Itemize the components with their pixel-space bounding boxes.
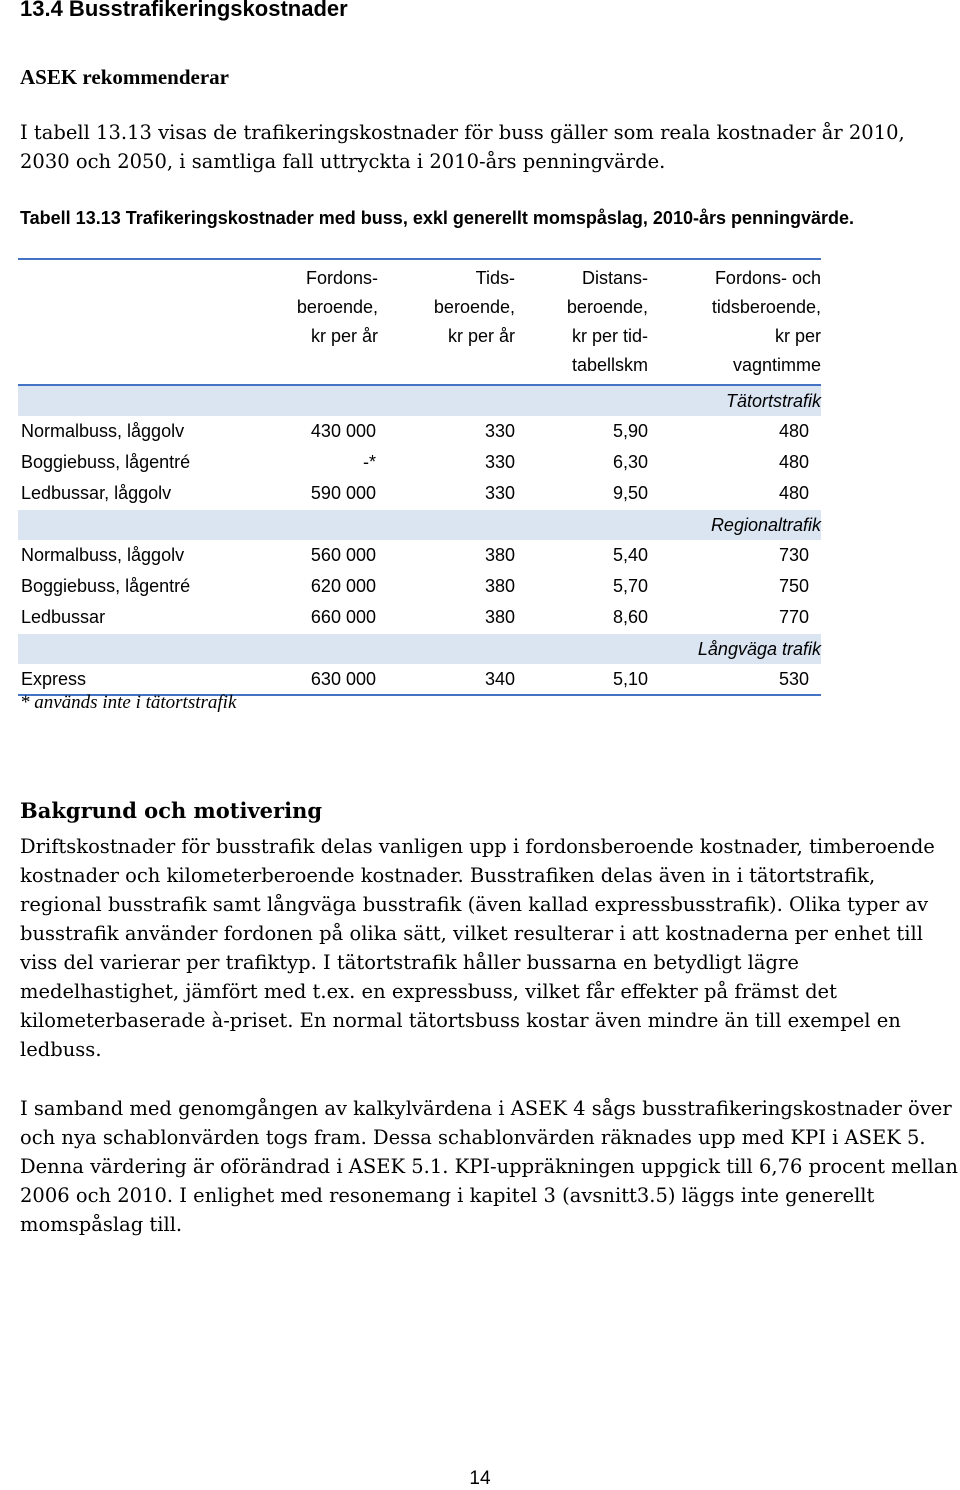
cell-vehicle-cost: -* [363,452,376,472]
cell-distance-cost: 5,40 [612,545,648,565]
cell-distance-cost: 6,30 [612,452,648,472]
header-line: beroende, [296,297,378,317]
cell-distance-cost: 5,70 [612,576,648,596]
header-vehicle-dependent [278,259,378,385]
group-label: Tätortstrafik [18,385,821,416]
cell-time-cost: 380 [484,545,515,565]
header-line: beroende, [566,297,648,317]
cell-hourly-cost: 480 [778,452,809,472]
page-number: 14 [469,1468,491,1489]
cell-distance-cost: 5,90 [612,421,648,441]
background-heading: Bakgrund och motivering [20,798,323,823]
asek-recommendation-heading: ASEK rekommenderar [20,65,230,89]
table-header [18,259,821,385]
header-time-dependent [378,259,515,385]
intro-paragraph: I tabell 13.13 visas de trafikeringskostnader för buss gäller som reala kostnader år 2010, 2030 och 2050, i samtliga fall uttryckta i 2010-års penningvärde. [20,121,905,173]
header-line: beroende, [433,297,515,317]
cell-vehicle-cost: 630 000 [310,668,376,689]
section-heading: 13.4 Busstrafikeringskostnader [20,0,348,21]
header-line: Fordons- och [714,268,821,288]
table-row [18,416,821,447]
header-line: tidsberoende, [711,297,821,317]
row-label: Boggiebuss, lågentré [21,452,191,472]
header-empty-cell [18,259,278,385]
group-row-regional [18,509,821,540]
group-label: Långväga trafik [18,633,821,664]
cell-time-cost: 380 [484,606,515,627]
header-line: vagntimme [732,355,821,375]
header-line: Distans- [581,268,648,288]
header-line: tabellskm [571,355,648,375]
table-body [18,385,821,695]
group-row-long-distance [18,633,821,664]
table-caption: Tabell 13.13 Trafikeringskostnader med buss, exkl generellt momspåslag, 2010-års penningvärde. [20,208,855,228]
group-label: Regionaltrafik [18,509,821,540]
header-line: Tids- [475,268,515,288]
cost-table [18,258,821,696]
cell-time-cost: 330 [484,452,515,472]
cell-hourly-cost: 530 [778,668,809,689]
table-row [18,602,821,633]
table-row [18,664,821,695]
header-line: kr per [774,326,821,346]
cell-hourly-cost: 730 [778,545,809,565]
group-row-urban [18,385,821,416]
cell-vehicle-cost: 590 000 [310,482,376,503]
header-row [18,259,821,385]
cell-distance-cost: 9,50 [612,482,648,503]
header-line: kr per år [447,326,515,346]
table-row [18,478,821,509]
table-footnote: * används inte i tätortstrafik [20,692,237,713]
header-line: kr per tid- [571,326,648,346]
header-distance-dependent [515,259,648,385]
cell-vehicle-cost: 560 000 [310,545,376,565]
cell-time-cost: 330 [484,482,515,503]
cell-time-cost: 380 [484,576,515,596]
cell-vehicle-cost: 620 000 [310,576,376,596]
cell-distance-cost: 5,10 [612,668,648,689]
cell-hourly-cost: 480 [778,421,809,441]
row-label: Ledbussar [21,606,106,627]
background-paragraph-1: Driftskostnader för busstrafik delas vanligen upp i fordonsberoende kostnader, timberoende kostnader och kilometerberoende kostnader. Busstrafiken delas även in i tätortstrafik, regional busstrafik samt långväga busstrafik (även kallad expressbusstrafik). Olika typer av busstrafik använder fordonen på olika sätt, vilket resulterar i att kostnaderna per enhet till viss del varierar per trafiktyp. I tätortstrafik håller bussarna en betydligt lägre medelhastighet, jämfört med t.ex. en expressbuss, vilket får effekter på främst det kilometerbaserade à-priset. En normal tätortsbuss kostar även mindre än till exempel en ledbuss. [20,835,935,1061]
row-label: Express [21,668,87,689]
cell-hourly-cost: 480 [778,482,809,503]
cell-vehicle-cost: 660 000 [310,606,376,627]
cell-distance-cost: 8,60 [612,606,648,627]
table-row [18,447,821,478]
cell-time-cost: 340 [484,668,515,689]
cell-hourly-cost: 770 [778,606,809,627]
table-row [18,571,821,602]
header-line: Fordons- [305,268,378,288]
row-label: Normalbuss, låggolv [21,545,185,565]
background-paragraph-2: I samband med genomgången av kalkylvärdena i ASEK 4 sågs busstrafikeringskostnader över och nya schablonvärden togs fram. Dessa schablonvärden räknades upp med KPI i ASEK 5. Denna värdering är oförändrad i ASEK 5.1. KPI-uppräkningen uppgick till 6,76 procent mellan 2006 och 2010. I enlighet med resonemang i kapitel 3 (avsnitt3.5) läggs inte generellt momspåslag till. [20,1097,958,1236]
header-line: kr per år [310,326,378,346]
cell-vehicle-cost: 430 000 [310,421,376,441]
table-row [18,540,821,571]
header-vehicle-and-time-dependent [648,259,821,385]
cell-time-cost: 330 [484,421,515,441]
cell-hourly-cost: 750 [778,576,809,596]
row-label: Ledbussar, låggolv [21,482,172,503]
row-label: Boggiebuss, lågentré [21,576,191,596]
row-label: Normalbuss, låggolv [21,421,185,441]
